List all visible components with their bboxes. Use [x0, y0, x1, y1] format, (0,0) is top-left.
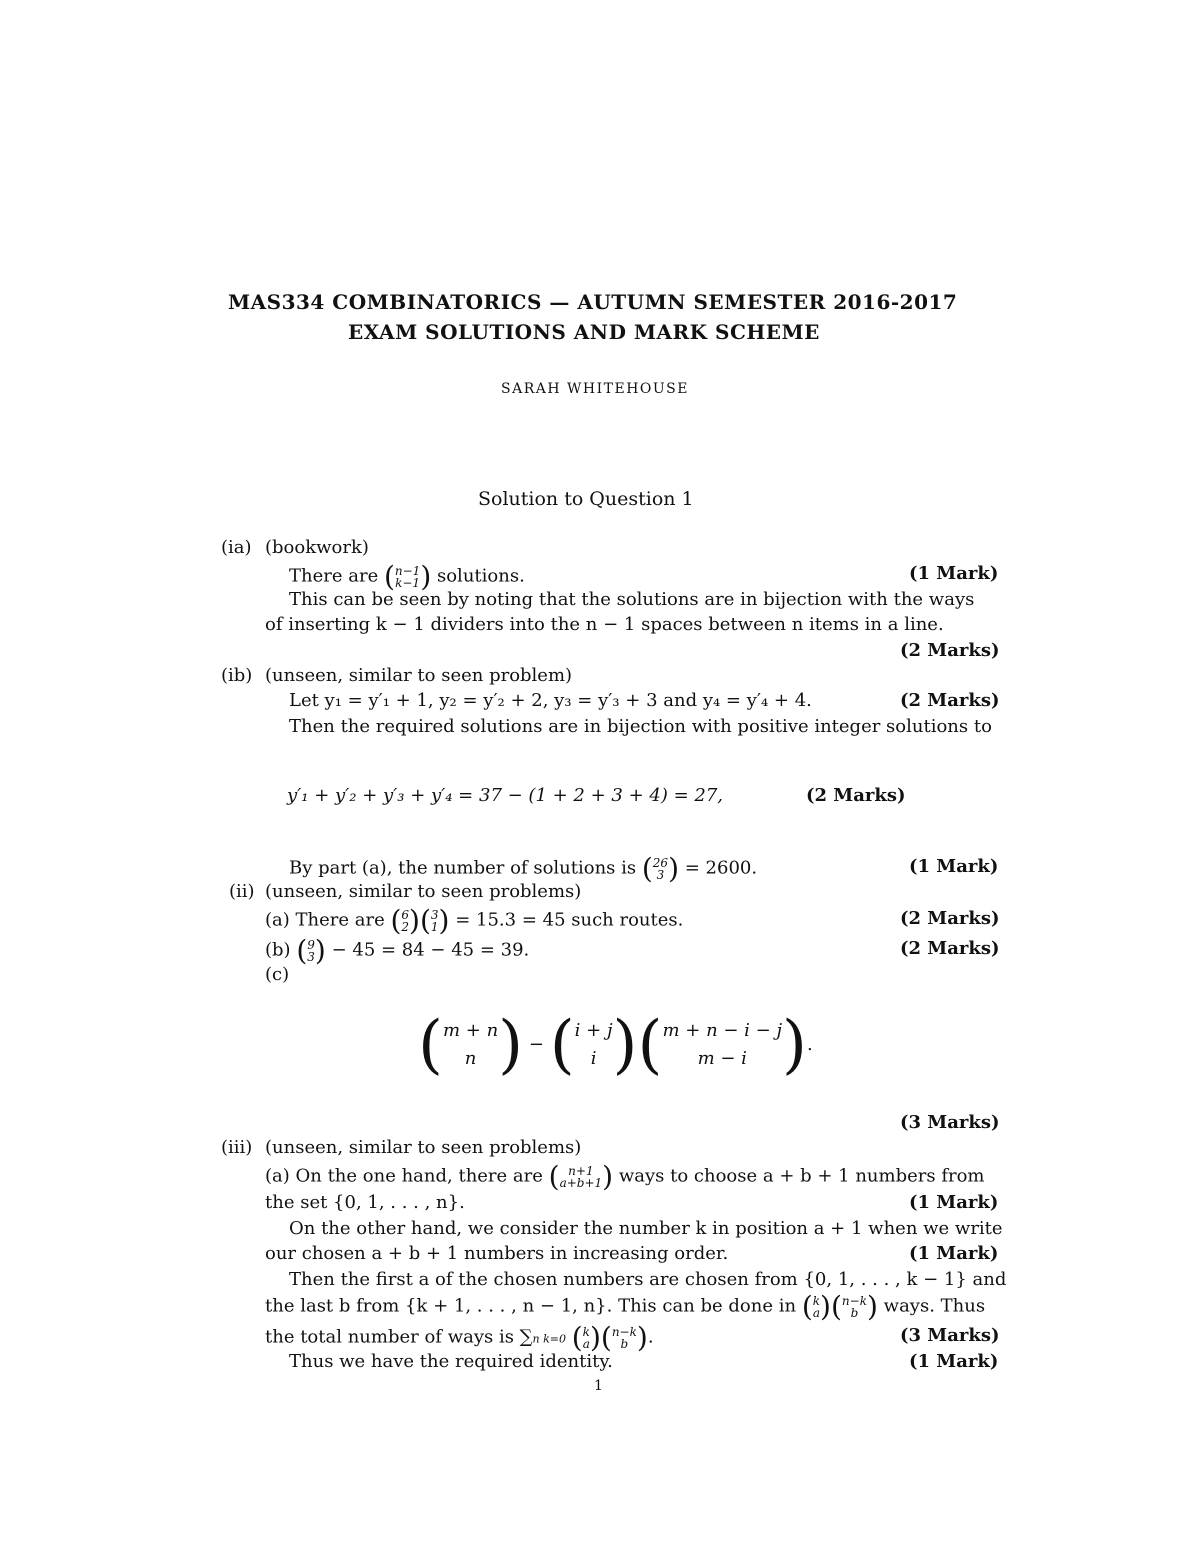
ii-a-binomial-1: (6 2) — [390, 904, 420, 937]
iii-binomial-3: (n−k b ) — [830, 1290, 878, 1323]
title-line-1: MAS334 COMBINATORICS — AUTUMN SEMESTER 2016-2017 — [228, 290, 958, 314]
author: SARAH WHITEHOUSE — [501, 381, 689, 397]
iii-line-3: On the other hand, we consider the number k in position a + 1 when we write — [289, 1218, 1003, 1239]
ia-mark-2: (2 Marks) — [900, 640, 1000, 661]
iii-binomial-2: (k a) — [801, 1290, 831, 1323]
iii-line-1: (a) On the one hand, there are ( n+1 a+b+1) ways to choose a + b + 1 numbers from — [265, 1160, 985, 1193]
ib-mark-1: (2 Marks) — [900, 690, 1000, 711]
iii-binomial-4: (k a) — [571, 1321, 601, 1354]
ia-line-1: There are (n−1 k−1) solutions. — [289, 560, 525, 593]
part-ia-tag: (bookwork) — [265, 537, 369, 558]
iii-mark-4: (1 Mark) — [909, 1351, 999, 1372]
ib-equation: y′₁ + y′₂ + y′₃ + y′₄ = 37 − (1 + 2 + 3 + 4) = 27, — [287, 785, 723, 806]
part-ib-label: (ib) — [221, 665, 253, 686]
ib-line-2: Then the required solutions are in bijection with positive integer solutions to — [289, 716, 992, 737]
part-iii-tag: (unseen, similar to seen problems) — [265, 1137, 582, 1158]
ii-a-mark: (2 Marks) — [900, 908, 1000, 929]
ia-line-3: of inserting k − 1 dividers into the n − 1 spaces between n items in a line. — [265, 614, 944, 635]
part-ii-label: (ii) — [229, 881, 255, 902]
section-heading: Solution to Question 1 — [478, 488, 694, 510]
iii-line-5: Then the first a of the chosen numbers are chosen from {0, 1, . . . , k − 1} and — [289, 1269, 1007, 1290]
iii-mark-2: (1 Mark) — [909, 1243, 999, 1264]
ii-c-binomial-3: (m + n − i − j m − i ) — [637, 1008, 808, 1082]
iii-line-7: the total number of ways is ∑n k=0 (k a)(n−k b ). — [265, 1321, 654, 1354]
ii-a-binomial-2: (3 1) — [419, 904, 450, 937]
ii-c-binomial-1: (m + n n ) — [418, 1008, 524, 1082]
iii-line-8: Thus we have the required identity. — [289, 1351, 613, 1372]
ii-a-line: (a) There are (6 2)(3 1) = 15.3 = 45 such routes. — [265, 904, 684, 937]
title-line-2: EXAM SOLUTIONS AND MARK SCHEME — [348, 320, 820, 344]
ib-line-3: By part (a), the number of solutions is (26 3 ) = 2600. — [289, 852, 758, 885]
iii-sum-limits: n k=0 — [532, 1332, 566, 1346]
ii-b-line: (b) (9 3) − 45 = 84 − 45 = 39. — [265, 934, 530, 967]
ia-binomial: (n−1 k−1) — [383, 560, 432, 593]
iii-binomial-1: ( n+1 a+b+1) — [548, 1160, 614, 1193]
part-ib-tag: (unseen, similar to seen problem) — [265, 665, 573, 686]
iii-mark-3: (3 Marks) — [900, 1325, 1000, 1346]
ib-binomial: (26 3 ) — [641, 852, 680, 885]
ii-b-binomial: (9 3) — [296, 934, 326, 967]
iii-line-4: our chosen a + b + 1 numbers in increasing order. — [265, 1243, 729, 1264]
ia-mark-1: (1 Mark) — [909, 563, 999, 584]
ii-b-mark: (2 Marks) — [900, 938, 1000, 959]
ib-line-1: Let y₁ = y′₁ + 1, y₂ = y′₂ + 2, y₃ = y′₃ + 3 and y₄ = y′₄ + 4. — [289, 690, 812, 711]
part-ia-label: (ia) — [221, 537, 252, 558]
ii-c-label: (c) — [265, 964, 290, 985]
iii-line-2: the set {0, 1, . . . , n}. — [265, 1192, 465, 1213]
part-ii-tag: (unseen, similar to seen problems) — [265, 881, 582, 902]
ib-mark-3: (1 Mark) — [909, 856, 999, 877]
ii-c-mark: (3 Marks) — [900, 1112, 1000, 1133]
ii-c-expression: (m + n n ) − (i + j i )(m + n − i − j m − i ). — [418, 1008, 813, 1082]
iii-binomial-5: (n−k b ) — [600, 1321, 648, 1354]
ii-c-binomial-2: (i + j i ) — [549, 1008, 638, 1082]
iii-line-6: the last b from {k + 1, . . . , n − 1, n}. This can be done in (k a)(n−k b ) ways. Thus — [265, 1290, 986, 1323]
part-iii-label: (iii) — [221, 1137, 253, 1158]
ia-line-2: This can be seen by noting that the solutions are in bijection with the ways — [289, 589, 975, 610]
ib-mark-2: (2 Marks) — [806, 785, 906, 806]
iii-mark-1: (1 Mark) — [909, 1192, 999, 1213]
page-number: 1 — [594, 1378, 603, 1394]
